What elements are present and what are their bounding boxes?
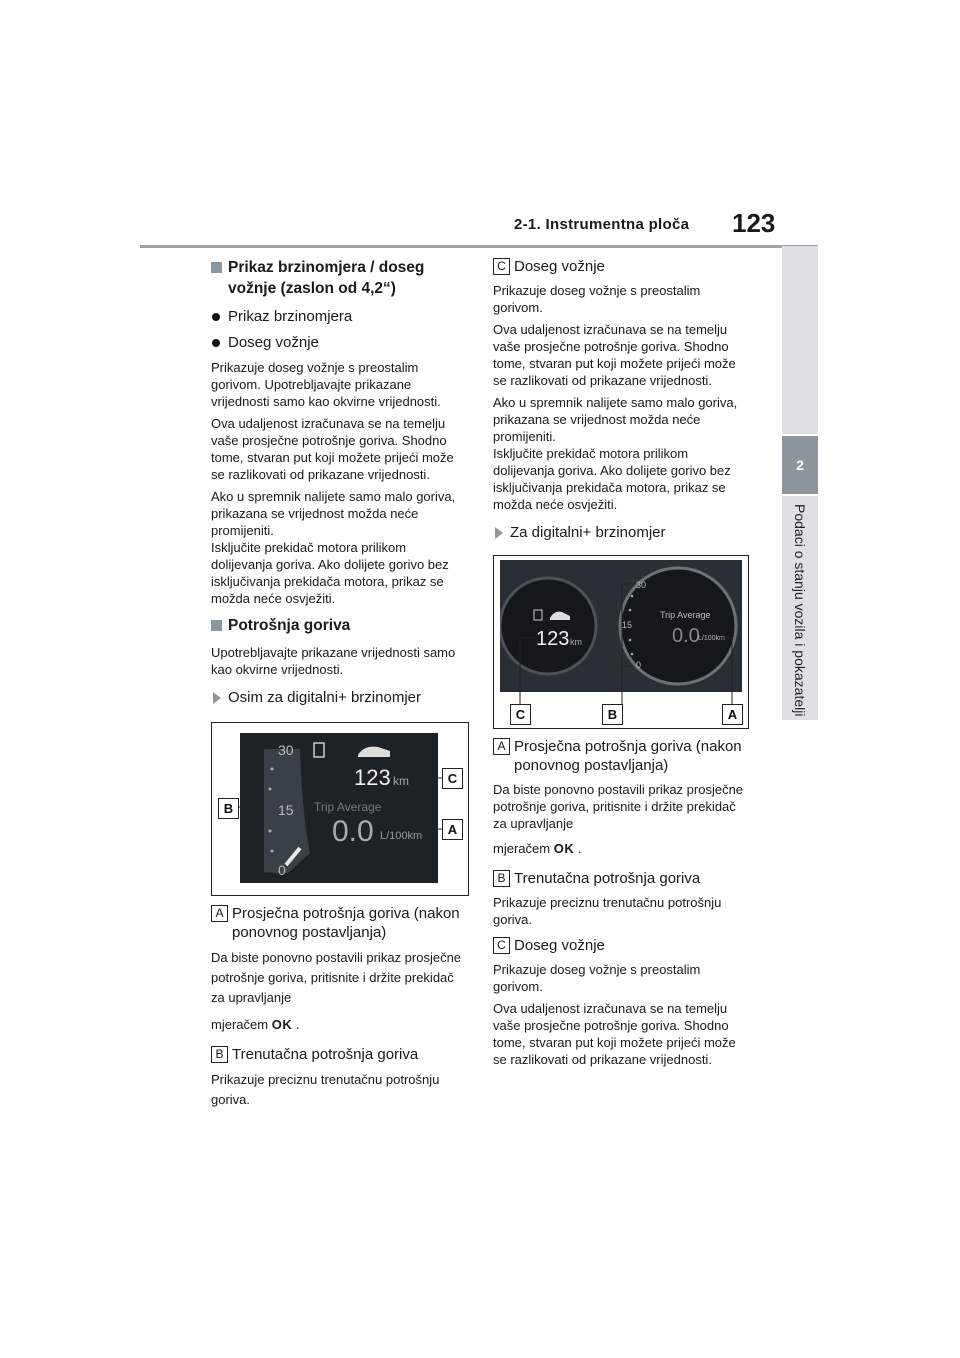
triangle-bullet-icon	[213, 692, 221, 704]
text: .	[295, 1017, 300, 1032]
paragraph: Ova udaljenost izračunava se na temelju vaše prosječne potrošnje goriva. Shodno tome, stvaran put koji možete prijeći može se razlikovati od prikazane vrijednosti.	[211, 416, 454, 482]
label-box-b: B	[493, 870, 510, 887]
sidebar-bar-top	[782, 246, 818, 434]
paragraph: Ova udaljenost izračunava se na temelju vaše prosječne potrošnje goriva. Shodno tome, stvaran put koji možete prijeći može se razlikovati od prikazane vrijednosti.	[493, 322, 736, 388]
callout-lines	[494, 556, 748, 728]
left-column	[211, 257, 471, 1115]
average-unit: L/100km	[698, 635, 725, 642]
ok-button-symbol: OK	[271, 1017, 293, 1032]
scale-30: 30	[278, 742, 294, 758]
range-value: 123	[354, 765, 391, 790]
label-box-c: C	[493, 258, 510, 275]
subheading-digital	[493, 523, 753, 543]
label-text: Trenutačna potrošnja goriva	[514, 870, 701, 887]
scale-0: 0	[636, 660, 642, 670]
paragraph: Prikazuje doseg vožnje s preostalim gorivom. Upotrebljavajte prikazane vrijednosti samo kao okvirne vrijednosti.	[211, 360, 441, 409]
square-bullet-icon	[211, 620, 222, 631]
label-text: Prosječna potrošnja goriva (nakon ponovnog postavljanja)	[232, 905, 460, 941]
range-value: 123	[536, 628, 570, 650]
heading-speedometer	[211, 257, 471, 299]
scale-15: 15	[622, 620, 633, 630]
subheading-non-digital	[211, 688, 471, 708]
square-bullet-icon	[211, 262, 222, 273]
paragraph: Prikazuje preciznu trenutačnu potrošnju goriva.	[493, 895, 722, 927]
dot-bullet-icon	[212, 339, 220, 347]
paragraph: Ako u spremnik nalijete samo malo goriva, prikazana se vrijednost možda neće promijeniti.	[211, 489, 456, 538]
bullet-text: Prikaz brzinomjera	[228, 308, 353, 325]
label-box-b: B	[211, 1046, 228, 1063]
text: mjeračem	[211, 1017, 269, 1032]
range-unit: km	[570, 637, 582, 647]
scale-15: 15	[278, 802, 294, 818]
trip-average-label: Trip Average	[314, 800, 382, 814]
heading-text: Potrošnja goriva	[228, 617, 351, 634]
label-text: Doseg vožnje	[514, 258, 605, 275]
trip-average-label: Trip Average	[660, 610, 711, 620]
paragraph: Isključite prekidač motora prilikom dolijevanja goriva. Ako dolijete gorivo bez isključivanja prekidača motora, prikaz se možda neće osvježiti.	[493, 446, 731, 512]
bullet-text: Doseg vožnje	[228, 334, 319, 351]
callout-b: B	[602, 704, 623, 725]
paragraph	[211, 1016, 471, 1033]
label-text: Doseg vožnje	[514, 937, 605, 954]
subheading-text: Za digitalni+ brzinomjer	[510, 524, 666, 541]
heading-text: Prikaz brzinomjera / doseg vožnje (zaslon od 4,2“)	[228, 259, 425, 297]
heading-fuel-consumption	[211, 615, 471, 636]
chapter-title: Podaci o stanju vozila i pokazatelji	[792, 504, 808, 717]
paragraph: Prikazuje doseg vožnje s preostalim gorivom.	[493, 962, 701, 994]
average-unit: L/100km	[380, 830, 423, 842]
label-b	[211, 1045, 471, 1064]
callout-a: A	[722, 704, 743, 725]
label-box-c: C	[493, 937, 510, 954]
average-value: 0.0	[672, 625, 700, 647]
paragraph: Ako u spremnik nalijete samo malo goriva, prikazana se vrijednost možda neće promijeniti.	[493, 395, 738, 444]
ok-button-symbol: OK	[553, 841, 575, 856]
label-box-a: A	[493, 738, 510, 755]
paragraph	[493, 840, 753, 857]
label-c	[493, 936, 753, 955]
paragraph: Isključite prekidač motora prilikom dolijevanja goriva. Ako dolijete gorivo bez isključivanja prekidača motora, prikaz se možda neće osvježiti.	[211, 540, 449, 606]
label-c	[493, 257, 753, 276]
header-rule	[140, 245, 818, 248]
right-column	[493, 257, 753, 1073]
callout-a: A	[442, 819, 463, 840]
subheading-text: Osim za digitalni+ brzinomjer	[228, 689, 421, 706]
paragraph: Upotrebljavajte prikazane vrijednosti samo kao okvirne vrijednosti.	[211, 645, 456, 677]
bullet-item	[211, 333, 471, 353]
label-text: Trenutačna potrošnja goriva	[232, 1046, 419, 1063]
dot-bullet-icon	[212, 313, 220, 321]
label-a	[493, 737, 753, 775]
paragraph: Da biste ponovno postavili prikaz prosječne potrošnje goriva, pritisnite i držite prekidač za upravljanje	[493, 782, 744, 831]
label-text: Prosječna potrošnja goriva (nakon ponovnog postavljanja)	[514, 738, 742, 774]
callout-c: C	[510, 704, 531, 725]
scale-0: 0	[278, 862, 286, 878]
paragraph: Prikazuje preciznu trenutačnu potrošnju goriva.	[211, 1072, 440, 1107]
bullet-item	[211, 307, 471, 327]
label-b	[493, 869, 753, 888]
label-a	[211, 904, 471, 942]
label-box-a: A	[211, 905, 228, 922]
text: .	[577, 841, 582, 856]
scale-30: 30	[636, 580, 647, 590]
average-value: 0.0	[332, 815, 374, 848]
section-title: 2-1. Instrumentna ploča	[514, 216, 690, 233]
triangle-bullet-icon	[495, 527, 503, 539]
callout-b: B	[218, 798, 239, 819]
chapter-tab: 2	[782, 436, 818, 494]
text: mjeračem	[493, 841, 551, 856]
range-unit: km	[393, 774, 409, 788]
figure-meter-display	[211, 722, 469, 896]
page-number: 123	[732, 208, 776, 238]
callout-lines	[212, 723, 468, 895]
callout-c: C	[442, 768, 463, 789]
paragraph: Da biste ponovno postavili prikaz prosječne potrošnje goriva, pritisnite i držite prekidač za upravljanje	[211, 950, 462, 1005]
paragraph: Prikazuje doseg vožnje s preostalim gorivom.	[493, 283, 701, 315]
figure-digital-meter	[493, 555, 749, 729]
paragraph: Ova udaljenost izračunava se na temelju vaše prosječne potrošnje goriva. Shodno tome, stvaran put koji možete prijeći može se razlikovati od prikazane vrijednosti.	[493, 1001, 736, 1067]
